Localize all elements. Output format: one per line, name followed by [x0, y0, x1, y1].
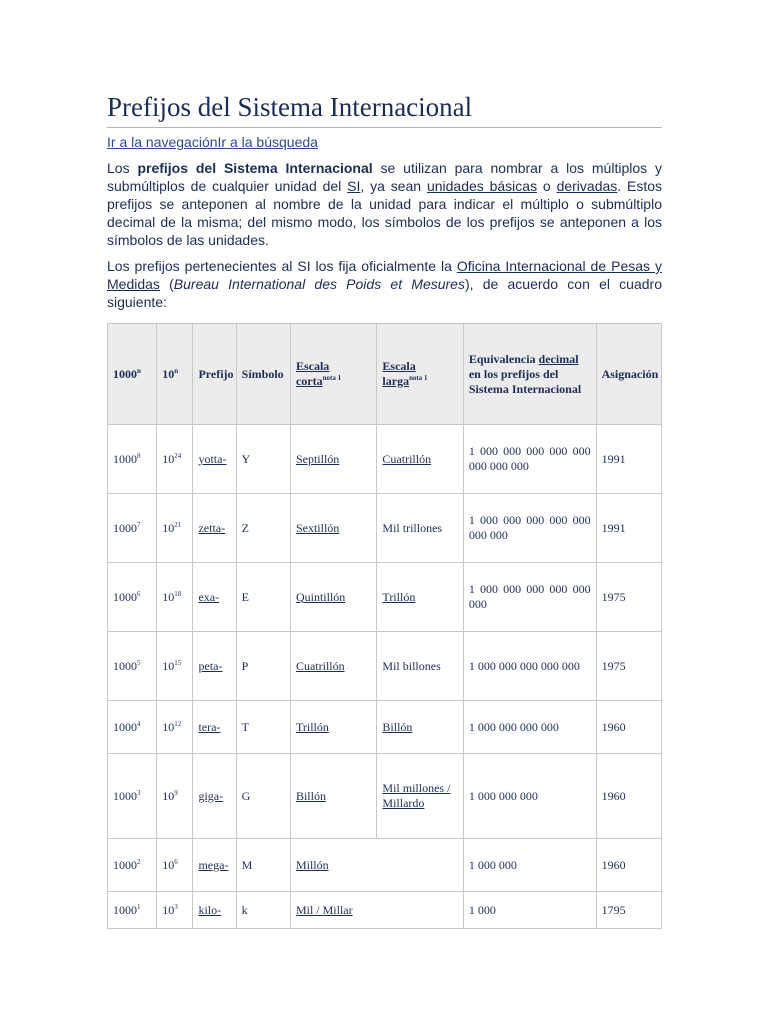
- table-row: [108, 632, 662, 701]
- cell-1000n: 1000$^3$: [108, 754, 157, 839]
- table-row: [108, 425, 662, 494]
- cell-short-scale[interactable]: Septillón: [290, 425, 376, 494]
- cell-short-scale[interactable]: Sextillón: [290, 494, 376, 563]
- cell-1000n: 1000$^4$: [108, 701, 157, 754]
- cell-short-scale[interactable]: Billón: [290, 754, 376, 839]
- header-prefijo: Prefijo: [193, 324, 236, 425]
- p1-mid: se utilizan para nombrar a los múltiplos y submúltiplos de cualquier unidad del: [107, 160, 662, 194]
- header-equivalencia: Equivalencia decimal en los prefijos del Sistema Internacional: [463, 324, 596, 425]
- table-row: [108, 701, 662, 754]
- cell-equivalence: 1 000 000 000: [463, 754, 596, 839]
- cell-symbol: k: [236, 892, 290, 929]
- cell-short-scale[interactable]: Cuatrillón: [290, 632, 376, 701]
- cell-10n: $10^9$: [157, 754, 193, 839]
- header-1000n: 1000$^n$: [108, 324, 157, 425]
- bold-term: prefijos del Sistema Internacional: [137, 160, 373, 176]
- p1-mid2: , ya sean: [360, 178, 427, 194]
- page-title: Prefijos del Sistema Internacional: [107, 90, 662, 128]
- header-escala-corta[interactable]: Escala corta$^{nota 1}$: [290, 324, 376, 425]
- cell-year: 1795: [596, 892, 661, 929]
- skip-links[interactable]: Ir a la navegaciónIr a la búsqueda: [107, 134, 318, 150]
- cell-prefix[interactable]: yotta-: [193, 425, 236, 494]
- cell-1000n: 1000$^5$: [108, 632, 157, 701]
- cell-short-scale[interactable]: Quintillón: [290, 563, 376, 632]
- cell-short-scale[interactable]: Millón: [290, 839, 463, 892]
- cell-year: 1991: [596, 425, 661, 494]
- prefix-table: [107, 323, 662, 929]
- p2-start: Los prefijos pertenecientes al SI los fija oficialmente la: [107, 258, 457, 274]
- cell-1000n: 1000$^6$: [108, 563, 157, 632]
- cell-short-scale[interactable]: Trillón: [290, 701, 376, 754]
- cell-long-scale[interactable]: Billón: [377, 701, 463, 754]
- link-oficina[interactable]: Oficina Internacional de Pesas y Medidas: [107, 258, 662, 292]
- intro-paragraph-1: [107, 159, 662, 249]
- cell-1000n: 1000$^1$: [108, 892, 157, 929]
- cell-10n: $10^{18}$: [157, 563, 193, 632]
- cell-symbol: Y: [236, 425, 290, 494]
- table-row: [108, 563, 662, 632]
- cell-1000n: 1000$^8$: [108, 425, 157, 494]
- cell-long-scale[interactable]: Cuatrillón: [377, 425, 463, 494]
- cell-prefix[interactable]: peta-: [193, 632, 236, 701]
- cell-symbol: T: [236, 701, 290, 754]
- table-row: [108, 839, 662, 892]
- cell-long-scale[interactable]: Trillón: [377, 563, 463, 632]
- cell-equivalence: 1 000 000: [463, 839, 596, 892]
- cell-equivalence: 1 000 000 000 000 000 000: [463, 563, 596, 632]
- cell-equivalence: 1 000 000 000 000: [463, 701, 596, 754]
- cell-prefix[interactable]: giga-: [193, 754, 236, 839]
- cell-equivalence: 1 000: [463, 892, 596, 929]
- article: [107, 90, 662, 929]
- cell-year: 1975: [596, 632, 661, 701]
- cell-prefix[interactable]: zetta-: [193, 494, 236, 563]
- cell-equivalence: 1 000 000 000 000 000 000 000: [463, 494, 596, 563]
- header-10n: 10$^n$: [157, 324, 193, 425]
- cell-1000n: 1000$^2$: [108, 839, 157, 892]
- p1-o: o: [537, 178, 557, 194]
- link-unidades-basicas[interactable]: unidades básicas: [426, 178, 538, 194]
- cell-equivalence: 1 000 000 000 000 000 000 000 000: [463, 425, 596, 494]
- cell-10n: $10^{24}$: [157, 425, 193, 494]
- cell-10n: $10^3$: [157, 892, 193, 929]
- header-escala-larga[interactable]: Escala larga$^{nota 1}$: [377, 324, 463, 425]
- cell-prefix[interactable]: exa-: [193, 563, 236, 632]
- cell-year: 1960: [596, 701, 661, 754]
- cell-symbol: Z: [236, 494, 290, 563]
- cell-prefix[interactable]: mega-: [193, 839, 236, 892]
- cell-symbol: P: [236, 632, 290, 701]
- table-row: [108, 892, 662, 929]
- cell-long-scale: Mil trillones: [377, 494, 463, 563]
- header-simbolo: Símbolo: [236, 324, 290, 425]
- cell-10n: $10^6$: [157, 839, 193, 892]
- cell-10n: $10^{12}$: [157, 701, 193, 754]
- cell-symbol: G: [236, 754, 290, 839]
- intro-paragraph-2: [107, 257, 662, 311]
- header-asignacion: Asignación: [596, 324, 661, 425]
- cell-short-scale[interactable]: Mil / Millar: [290, 892, 463, 929]
- cell-long-scale: Mil billones: [377, 632, 463, 701]
- cell-equivalence: 1 000 000 000 000 000: [463, 632, 596, 701]
- table-row: [108, 754, 662, 839]
- cell-year: 1960: [596, 839, 661, 892]
- link-decimal[interactable]: decimal: [538, 351, 579, 366]
- cell-year: 1960: [596, 754, 661, 839]
- p2-end: ), de acuerdo con el cuadro siguiente:: [107, 276, 662, 310]
- table-row: [108, 494, 662, 563]
- cell-10n: $10^{15}$: [157, 632, 193, 701]
- cell-year: 1991: [596, 494, 661, 563]
- cell-prefix[interactable]: tera-: [193, 701, 236, 754]
- cell-1000n: 1000$^7$: [108, 494, 157, 563]
- cell-10n: $10^{21}$: [157, 494, 193, 563]
- cell-year: 1975: [596, 563, 661, 632]
- p2-open: (: [159, 276, 174, 292]
- p1-start: Los: [107, 160, 138, 176]
- p1-end: . Estos prefijos se anteponen al nombre de la unidad para indicar el múltiplo o submúltiplo decimal de la misma; del mismo modo, los símbolos de los prefijos se anteponen a los símbolos de las unidades.: [107, 178, 663, 248]
- cell-long-scale[interactable]: Mil millones / Millardo: [377, 754, 463, 839]
- link-si[interactable]: SI: [347, 178, 361, 194]
- cell-prefix[interactable]: kilo-: [193, 892, 236, 929]
- link-derivadas[interactable]: derivadas: [556, 178, 618, 194]
- table-header-row: [108, 324, 662, 425]
- cell-symbol: E: [236, 563, 290, 632]
- p2-italic: Bureau International des Poids et Mesures: [173, 276, 465, 292]
- cell-symbol: M: [236, 839, 290, 892]
